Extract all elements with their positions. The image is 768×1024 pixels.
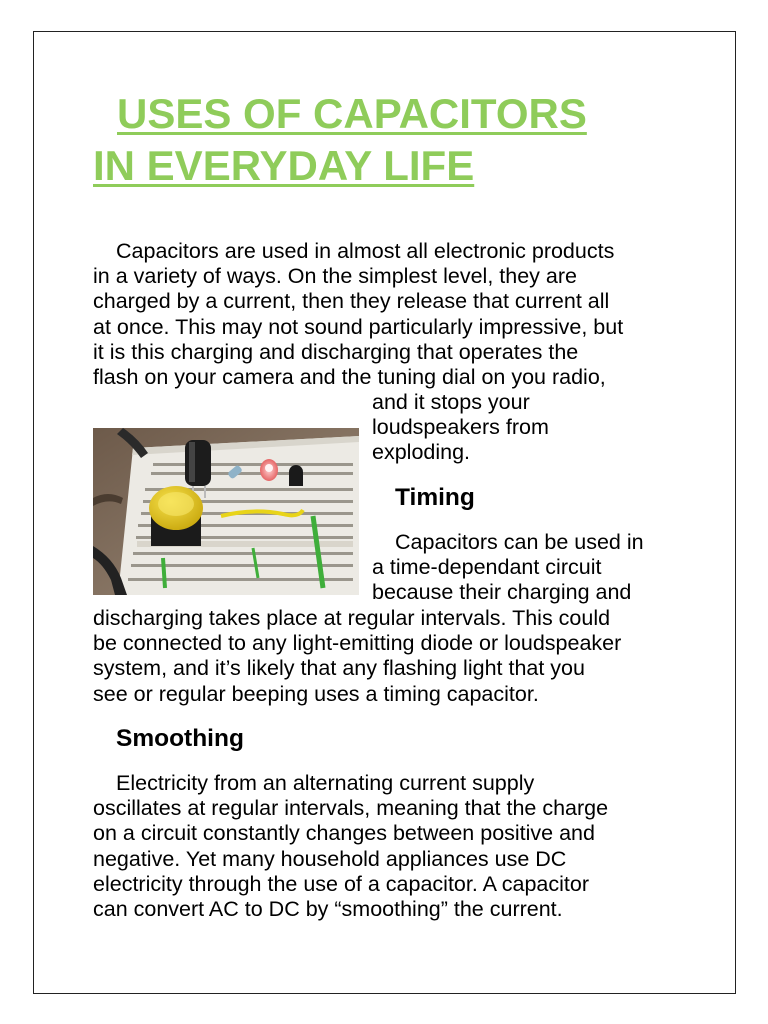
intro-line: at once. This may not sound particularly impressive, but: [93, 314, 624, 339]
smoothing-line: oscillates at regular intervals, meaning that the charge: [93, 796, 609, 821]
smoothing-paragraph: [93, 771, 713, 922]
smoothing-line: Electricity from an alternating current supply: [116, 771, 535, 795]
smoothing-line: electricity through the use of a capacitor. A capacitor: [93, 871, 589, 896]
intro-line: and it stops your: [372, 390, 530, 414]
timing-line: system, and it’s likely that any flashing light that you: [93, 656, 585, 681]
intro-line: charged by a current, then they release that current all: [93, 289, 610, 314]
timing-line: be connected to any light-emitting diode or loudspeaker: [93, 631, 622, 656]
intro-line: it is this charging and discharging that operates the: [93, 339, 579, 364]
intro-paragraph: [93, 239, 703, 390]
timing-paragraph-bottom: [93, 606, 713, 707]
title-line-1: USES OF CAPACITORS: [117, 90, 587, 137]
timing-paragraph-top: [372, 530, 712, 606]
timing-line: discharging takes place at regular intervals. This could: [93, 606, 611, 630]
page-title: [93, 88, 673, 192]
timing-line: see or regular beeping uses a timing capacitor.: [93, 681, 539, 706]
smoothing-line: negative. Yet many household appliances use DC: [93, 846, 567, 871]
timing-line: a time-dependant circuit: [372, 555, 602, 580]
title-line-2: IN EVERYDAY LIFE: [93, 142, 475, 189]
intro-line: flash on your camera and the tuning dial on you radio,: [93, 365, 606, 390]
timing-heading: Timing: [395, 484, 475, 511]
intro-line: Capacitors are used in almost all electronic products: [116, 239, 615, 263]
intro-line: loudspeakers from: [372, 415, 549, 440]
intro-paragraph-continued: [372, 390, 712, 466]
timing-line: Capacitors can be used in: [395, 530, 644, 554]
smoothing-heading: Smoothing: [116, 725, 244, 752]
intro-line: exploding.: [372, 440, 471, 465]
smoothing-line: on a circuit constantly changes between positive and: [93, 821, 595, 846]
breadboard-circuit-photo: [93, 428, 359, 595]
intro-line: in a variety of ways. On the simplest level, they are: [93, 264, 577, 289]
timing-line: because their charging and: [372, 580, 632, 605]
smoothing-line: can convert AC to DC by “smoothing” the current.: [93, 897, 563, 922]
